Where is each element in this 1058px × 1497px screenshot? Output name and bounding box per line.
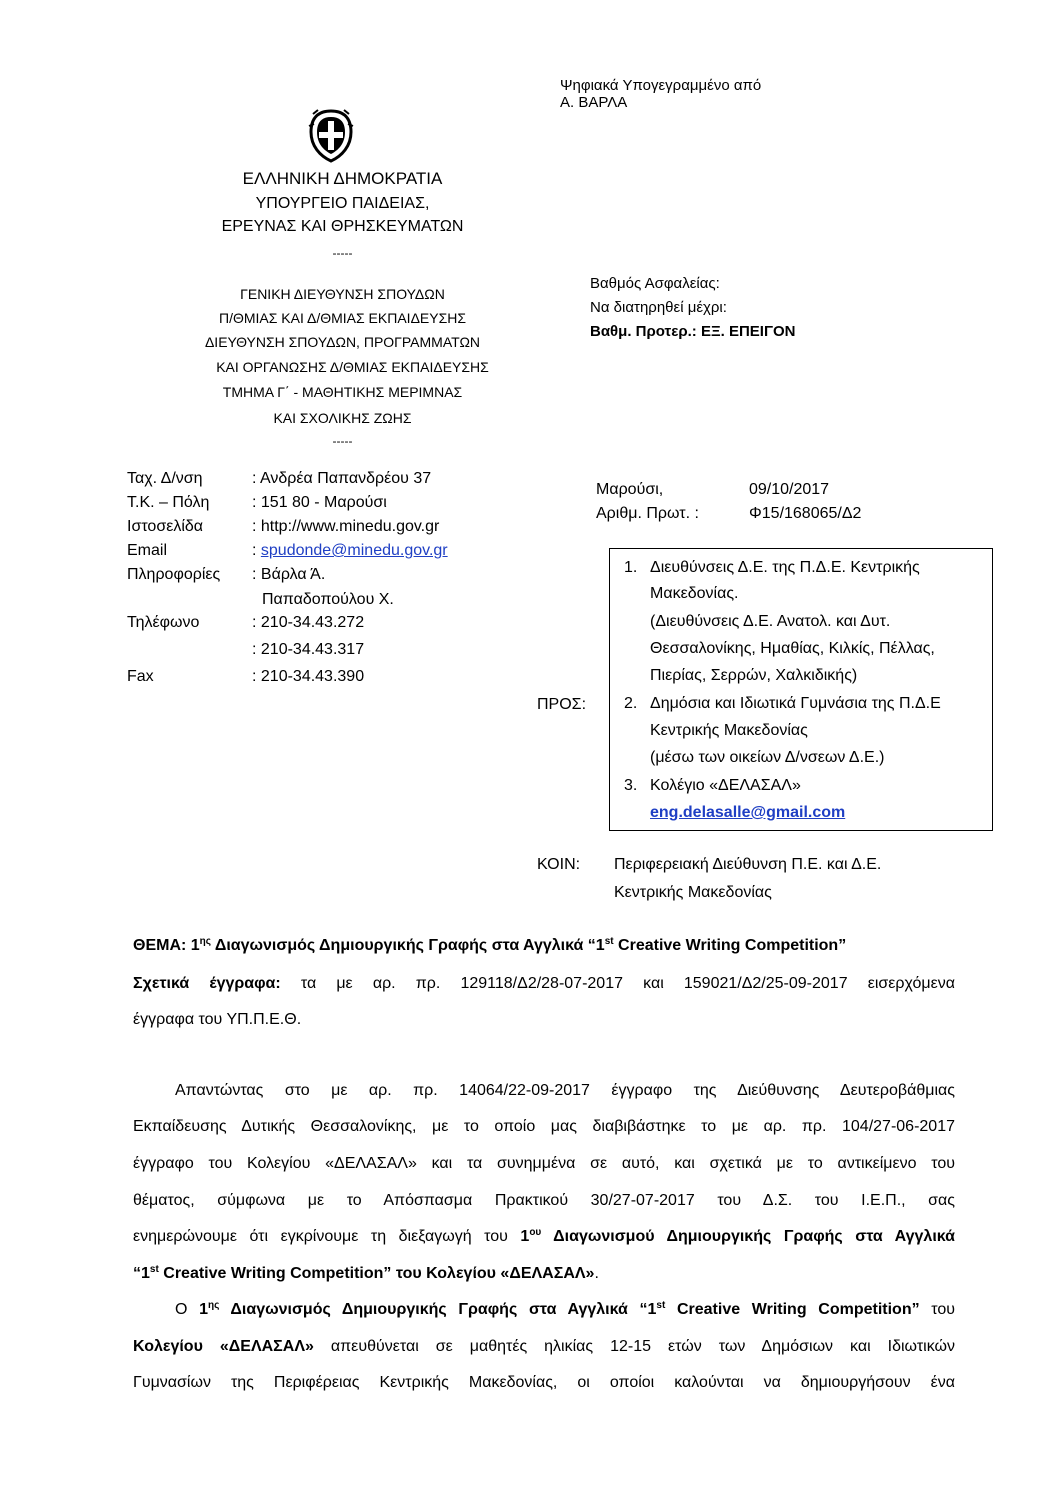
protocol-label: Αριθμ. Πρωτ. : bbox=[596, 505, 699, 522]
greek-emblem-icon bbox=[306, 108, 356, 164]
para2-line-1-bold: 1 bbox=[199, 1301, 209, 1318]
website-value: : http://www.minedu.gov.gr bbox=[252, 518, 440, 535]
header-dept-6: ΚΑΙ ΣΧΟΛΙΚΗΣ ΖΩΗΣ bbox=[273, 410, 412, 426]
subject-line bbox=[133, 937, 846, 955]
recipient-1-line-4: Θεσσαλονίκης, Ημαθίας, Κιλκίς, Πέλλας, bbox=[650, 640, 935, 657]
info-value-1: : Βάρλα Ά. bbox=[252, 566, 326, 583]
para2-line-1-bold-2: Διαγωνισμός Δημιουργικής Γραφής στα Αγγλικά “1 bbox=[219, 1301, 657, 1318]
header-dept-5: ΤΜΗΜΑ Γ΄ - ΜΑΘΗΤΙΚΗΣ ΜΕΡΙΜΝΑΣ bbox=[222, 384, 463, 400]
website-label: Ιστοσελίδα bbox=[127, 518, 204, 535]
para1-line-6 bbox=[133, 1260, 955, 1287]
para1-line-3-text: έγγραφο του Κολεγίου «ΔΕΛΑΣΑΛ» και τα συνημμένα σε αυτό, και σχετικά με το αντικείμενο του bbox=[133, 1155, 955, 1172]
phone-value-1: : 210-34.43.272 bbox=[252, 614, 365, 631]
header-ministry-2: ΕΡΕΥΝΑΣ ΚΑΙ ΘΡΗΣΚΕΥΜΑΤΩΝ bbox=[221, 218, 464, 235]
recipient-2-line-3: (μέσω των οικείων Δ/νσεων Δ.Ε.) bbox=[650, 749, 885, 766]
recipients-box bbox=[609, 548, 993, 831]
signature-line-2: Α. ΒΑΡΛΑ bbox=[560, 94, 628, 111]
email-colon: : bbox=[252, 542, 261, 559]
para1-line-5 bbox=[133, 1223, 955, 1250]
email-label: Email bbox=[127, 542, 168, 559]
para1-line-4-text: θέματος, σύμφωνα με το Απόσπασμα Πρακτικού 30/27-07-2017 του Δ.Σ. του Ι.Ε.Π., σας bbox=[133, 1192, 955, 1209]
para1-line-4 bbox=[133, 1187, 955, 1214]
recipient-2-number: 2. bbox=[624, 695, 638, 712]
para2-line-3 bbox=[133, 1369, 955, 1396]
info-label: Πληροφορίες bbox=[127, 566, 221, 583]
para1-line-2-text: Εκπαίδευσης Δυτικής Θεσσαλονίκης, με το οποίο μας διαβιβάστηκε το με αρ. πρ. 104/27-06-2017 bbox=[133, 1118, 955, 1135]
subject-sup-2: st bbox=[604, 936, 614, 947]
subject-text-2: Creative Writing Competition” bbox=[613, 937, 847, 954]
para1-line-1-text: Απαντώντας στο με αρ. πρ. 14064/22-09-2017 έγγραφο της Διεύθυνσης Δευτεροβάθμιας bbox=[175, 1082, 955, 1099]
header-dept-3: ΔΙΕΥΘΥΝΣΗ ΣΠΟΥΔΩΝ, ΠΡΟΓΡΑΜΜΑΤΩΝ bbox=[204, 334, 481, 350]
signature-line-1: Ψηφιακά Υπογεγραμμένο από bbox=[560, 77, 762, 94]
phone-value-2: : 210-34.43.317 bbox=[252, 641, 365, 658]
protocol-number: Φ15/168065/Δ2 bbox=[749, 505, 862, 522]
para1-line-2 bbox=[133, 1113, 955, 1140]
address-label: Ταχ. Δ/νση bbox=[127, 470, 203, 487]
email-link[interactable]: spudonde@minedu.gov.gr bbox=[260, 542, 448, 559]
para2-line-1-sup-2: st bbox=[656, 1300, 666, 1311]
para1-line-5-bold-2: Διαγωνισμού Δημιουργικής Γραφής στα Αγγλικά bbox=[541, 1228, 955, 1245]
header-dept-4: ΚΑΙ ΟΡΓΑΝΩΣΗΣ Δ/ΘΜΙΑΣ ΕΚΠΑΙΔΕΥΣΗΣ bbox=[216, 359, 489, 375]
para2-line-1-bold-3: Creative Writing Competition” bbox=[665, 1301, 920, 1318]
cc-line-1: Περιφερειακή Διεύθυνση Π.Ε. και Δ.Ε. bbox=[614, 856, 882, 873]
para1-line-6-bold: “1 bbox=[133, 1265, 150, 1282]
header-ministry-1: ΥΠΟΥΡΓΕΙΟ ΠΑΙΔΕΙΑΣ, bbox=[255, 195, 430, 212]
recipient-1-line-1: Διευθύνσεις Δ.Ε. της Π.Δ.Ε. Κεντρικής bbox=[650, 559, 920, 576]
cc-line-2: Κεντρικής Μακεδονίας bbox=[614, 884, 772, 901]
recipient-2-line-1: Δημόσια και Ιδιωτικά Γυμνάσια της Π.Δ.Ε bbox=[650, 695, 941, 712]
info-value-2: Παπαδοπούλου Χ. bbox=[262, 591, 394, 608]
para1-line-5-sup: ου bbox=[529, 1227, 542, 1238]
recipient-2-line-2: Κεντρικής Μακεδονίας bbox=[650, 722, 808, 739]
digital-signature bbox=[560, 77, 761, 111]
para2-line-2 bbox=[133, 1333, 955, 1360]
header-separator-2: ----- bbox=[332, 434, 353, 448]
recipient-1-line-2: Μακεδονίας. bbox=[650, 585, 739, 602]
fax-value: : 210-34.43.390 bbox=[252, 668, 365, 685]
security-keep-until: Να διατηρηθεί μέχρι: bbox=[590, 299, 727, 316]
para1-line-3 bbox=[133, 1150, 955, 1177]
subject-text-1: Διαγωνισμός Δημιουργικής Γραφής στα Αγγλικά “1 bbox=[210, 937, 605, 954]
para1-line-5-plain: ενημερώνουμε ότι εγκρίνουμε τη διεξαγωγή του bbox=[133, 1228, 521, 1245]
para2-line-1-end: του bbox=[919, 1301, 956, 1318]
city-value: : 151 80 - Μαρούσι bbox=[252, 494, 387, 511]
header-republic: ΕΛΛΗΝΙΚΗ ΔΗΜΟΚΡΑΤΙΑ bbox=[242, 169, 443, 188]
phone-label: Τηλέφωνο bbox=[127, 614, 200, 631]
address-value: : Ανδρέα Παπανδρέου 37 bbox=[252, 470, 432, 487]
to-label: ΠΡΟΣ: bbox=[537, 696, 587, 713]
para1-line-6-sup: st bbox=[149, 1264, 159, 1275]
para1-line-6-end: . bbox=[594, 1265, 599, 1282]
recipient-3-line-1: Κολέγιο «ΔΕΛΑΣΑΛ» bbox=[650, 777, 801, 794]
related-label: Σχετικά έγγραφα: bbox=[133, 975, 281, 992]
para2-line-1-sup: ης bbox=[208, 1300, 220, 1311]
para1-line-5-bold: 1 bbox=[520, 1228, 530, 1245]
header-dept-1: ΓΕΝΙΚΗ ΔΙΕΥΘΥΝΣΗ ΣΠΟΥΔΩΝ bbox=[240, 286, 445, 302]
recipient-3-email-row bbox=[650, 804, 845, 822]
para2-line-3-text: Γυμνασίων της Περιφέρειας Κεντρικής Μακεδονίας, οι οποίοι καλούνται να δημιουργήσουν ένα bbox=[133, 1374, 955, 1391]
recipient-1-line-5: Πιερίας, Σερρών, Χαλκιδικής) bbox=[650, 667, 858, 684]
city-label: Τ.Κ. – Πόλη bbox=[127, 494, 210, 511]
para1-line-6-bold-2: Creative Writing Competition” του Κολεγίου «ΔΕΛΑΣΑΛ» bbox=[158, 1265, 595, 1282]
related-line-1 bbox=[133, 970, 955, 997]
para2-line-1-plain: Ο bbox=[175, 1301, 200, 1318]
security-degree: Βαθμός Ασφαλείας: bbox=[590, 275, 720, 292]
date: 09/10/2017 bbox=[749, 481, 830, 498]
related-text-1: τα με αρ. πρ. 129118/Δ2/28-07-2017 και 159021/Δ2/25-09-2017 εισερχόμενα bbox=[280, 975, 955, 992]
fax-label: Fax bbox=[127, 668, 154, 685]
subject-label: ΘΕΜΑ: 1 bbox=[133, 937, 200, 954]
para2-line-1 bbox=[175, 1296, 955, 1323]
cc-label: ΚΟΙΝ: bbox=[537, 856, 581, 873]
header-separator-1: ----- bbox=[332, 246, 353, 260]
recipient-3-email-link[interactable]: eng.delasalle@gmail.com bbox=[650, 804, 846, 821]
recipient-1-line-3: (Διευθύνσεις Δ.Ε. Ανατολ. και Δυτ. bbox=[650, 613, 891, 630]
place: Μαρούσι, bbox=[596, 481, 664, 498]
recipient-1-number: 1. bbox=[624, 559, 638, 576]
email-value-row bbox=[252, 542, 448, 560]
para2-line-2-bold: Κολεγίου «ΔΕΛΑΣΑΛ» bbox=[133, 1338, 314, 1355]
header-dept-2: Π/ΘΜΙΑΣ ΚΑΙ Δ/ΘΜΙΑΣ ΕΚΠΑΙΔΕΥΣΗΣ bbox=[218, 310, 467, 326]
security-priority: Βαθμ. Προτερ.: ΕΞ. ΕΠΕΙΓΟΝ bbox=[590, 323, 796, 340]
para1-line-1 bbox=[175, 1077, 955, 1104]
para2-line-2-plain: απευθύνεται σε μαθητές ηλικίας 12-15 ετών των Δημόσιων και Ιδιωτικών bbox=[313, 1338, 955, 1355]
related-line-2: έγγραφα του ΥΠ.Π.Ε.Θ. bbox=[133, 1011, 302, 1028]
recipient-3-number: 3. bbox=[624, 777, 638, 794]
subject-sup-1: ης bbox=[199, 936, 211, 947]
